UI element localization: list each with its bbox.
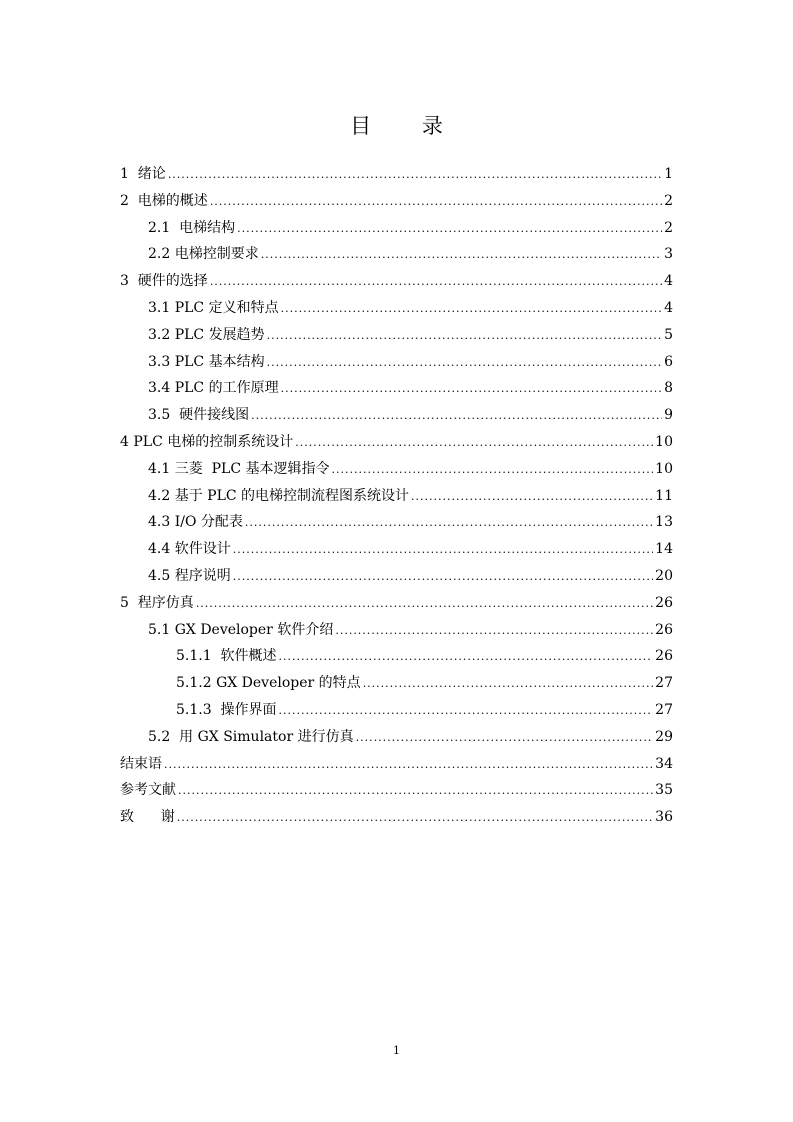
dot-leader	[411, 490, 653, 503]
toc-entry[interactable]	[120, 779, 673, 806]
toc-entry[interactable]	[120, 404, 673, 431]
toc-entry-page: 13	[655, 514, 673, 531]
toc-entry-page: 2	[664, 192, 673, 209]
toc-entry[interactable]	[120, 726, 673, 753]
toc-entry[interactable]	[120, 511, 673, 538]
dot-leader	[196, 597, 653, 610]
dot-leader	[177, 811, 653, 824]
toc-entry-page: 27	[655, 701, 673, 718]
toc-entry-page: 6	[664, 353, 673, 370]
toc-entry[interactable]	[120, 753, 673, 780]
toc-entry[interactable]	[120, 565, 673, 592]
toc-entry-label: 5.1.1 软件概述	[176, 648, 277, 665]
dot-leader	[279, 704, 654, 717]
toc-entry-page: 4	[664, 299, 673, 316]
dot-leader	[356, 731, 654, 744]
toc-entry-label: 2 电梯的概述	[120, 192, 208, 209]
toc-entry[interactable]	[120, 377, 673, 404]
toc-entry[interactable]	[120, 699, 673, 726]
dot-leader	[210, 275, 662, 288]
toc-entry-label: 3.2 PLC 发展趋势	[148, 326, 265, 343]
toc-entry-page: 3	[664, 246, 673, 263]
toc-entry[interactable]	[120, 672, 673, 699]
dot-leader	[168, 168, 662, 181]
toc-entry-label: 3 硬件的选择	[120, 273, 208, 290]
toc-entry-label: 5.1 GX Developer 软件介绍	[148, 621, 334, 638]
toc-entry[interactable]	[120, 592, 673, 619]
toc-entry-label: 3.3 PLC 基本结构	[148, 353, 265, 370]
toc-entry-page: 4	[664, 273, 673, 290]
dot-leader	[281, 382, 662, 395]
toc-entry-page: 1	[664, 166, 673, 182]
dot-leader	[233, 570, 653, 583]
toc-entry[interactable]	[120, 243, 673, 270]
toc-entry-label: 5.2 用 GX Simulator 进行仿真	[148, 728, 354, 745]
toc-entry-page: 8	[664, 380, 673, 397]
toc-entry-page: 35	[655, 782, 673, 799]
toc-entry-page: 26	[655, 621, 673, 638]
dot-leader	[261, 248, 662, 261]
toc-entry-page: 27	[655, 675, 673, 692]
toc-entry-page: 36	[655, 809, 673, 826]
dot-leader	[210, 195, 662, 208]
toc-entry-label: 4.3 I/O 分配表	[148, 514, 243, 531]
toc-entry-label: 5 程序仿真	[120, 594, 194, 611]
dot-leader	[335, 624, 653, 637]
toc-entry-label: 4.4 软件设计	[148, 541, 231, 558]
dot-leader	[281, 302, 662, 315]
toc-title: 目 录	[350, 114, 465, 138]
toc-entry-page: 14	[655, 541, 673, 558]
toc-entry[interactable]	[120, 270, 673, 297]
toc-entry-page: 9	[664, 407, 673, 424]
dot-leader	[233, 543, 653, 556]
toc-entry[interactable]	[120, 458, 673, 485]
toc-entry[interactable]	[120, 163, 673, 190]
dot-leader	[332, 463, 654, 476]
toc-entry-page: 2	[664, 219, 673, 236]
toc-entry-label: 2.1 电梯结构	[148, 219, 236, 236]
dot-leader	[267, 329, 662, 342]
toc-entry-page: 5	[664, 326, 673, 343]
page-number: 1	[393, 1044, 400, 1057]
toc-entry[interactable]	[120, 351, 673, 378]
toc-entry-page: 10	[655, 460, 673, 477]
toc-entry-page: 34	[655, 755, 673, 772]
toc-entry[interactable]	[120, 190, 673, 217]
toc-entry-label: 5.1.3 操作界面	[176, 701, 277, 718]
toc-entry-label: 参考文献	[120, 782, 176, 799]
toc-entry-page: 26	[655, 648, 673, 665]
toc-entry[interactable]	[120, 431, 673, 458]
toc-entry[interactable]	[120, 538, 673, 565]
dot-leader	[251, 409, 662, 422]
toc-entry-label: 4.5 程序说明	[148, 567, 231, 584]
dot-leader	[164, 758, 653, 771]
toc-entry[interactable]	[120, 297, 673, 324]
toc-entry-label: 5.1.2 GX Developer 的特点	[176, 675, 361, 692]
toc-list	[120, 163, 673, 833]
dot-leader	[178, 784, 653, 797]
toc-entry-page: 20	[655, 567, 673, 584]
toc-entry[interactable]	[120, 324, 673, 351]
toc-entry-label: 3.5 硬件接线图	[148, 407, 250, 424]
toc-entry[interactable]	[120, 217, 673, 244]
dot-leader	[279, 650, 654, 663]
toc-entry[interactable]	[120, 485, 673, 512]
toc-entry-label: 1 绪论	[120, 166, 166, 182]
toc-entry-label: 4 PLC 电梯的控制系统设计	[120, 433, 294, 450]
toc-entry-label: 4.1 三菱 PLC 基本逻辑指令	[148, 460, 330, 477]
toc-entry-page: 11	[655, 487, 673, 504]
toc-entry-page: 26	[655, 594, 673, 611]
toc-entry-page: 29	[655, 728, 673, 745]
toc-entry-label: 致 谢	[120, 809, 175, 826]
toc-entry[interactable]	[120, 645, 673, 672]
toc-entry-label: 4.2 基于 PLC 的电梯控制流程图系统设计	[148, 487, 410, 504]
dot-leader	[245, 516, 653, 529]
toc-entry[interactable]	[120, 619, 673, 646]
dot-leader	[363, 677, 653, 690]
toc-entry[interactable]	[120, 806, 673, 833]
toc-entry-label: 3.4 PLC 的工作原理	[148, 380, 279, 397]
dot-leader	[237, 222, 662, 235]
toc-entry-page: 10	[655, 433, 673, 450]
toc-entry-label: 3.1 PLC 定义和特点	[148, 299, 279, 316]
toc-entry-label: 结束语	[120, 755, 162, 772]
dot-leader	[295, 436, 653, 449]
dot-leader	[267, 356, 662, 369]
toc-entry-label: 2.2 电梯控制要求	[148, 246, 259, 263]
